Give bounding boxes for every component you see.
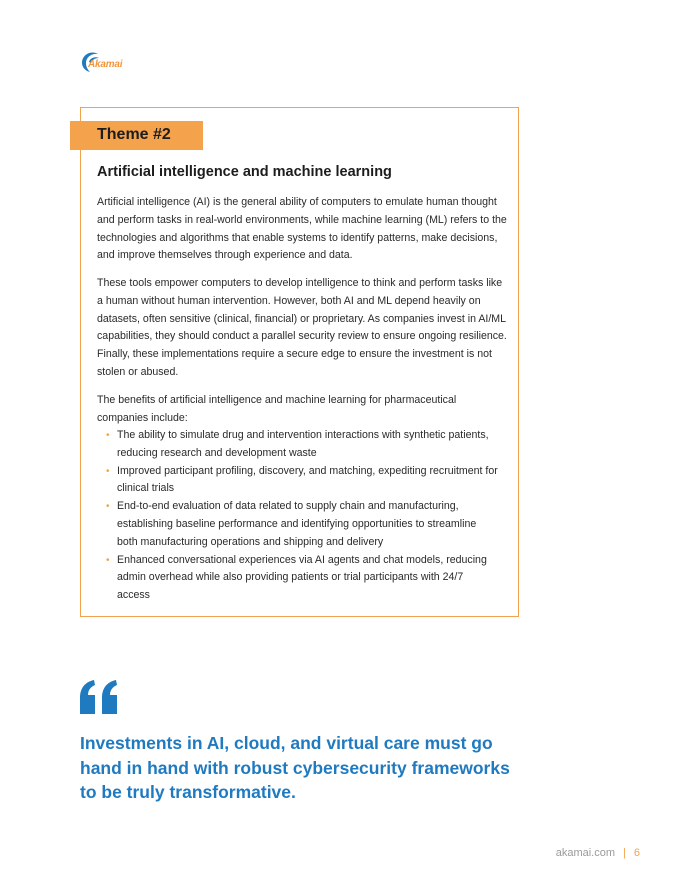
open-quote-icon [78,680,120,714]
logo-wordmark: Akamai [88,59,123,70]
list-item-text: Improved participant profiling, discovery, and matching, expediting recruitment for clinical trials [117,464,498,495]
list-item-text: Enhanced conversational experiences via AI agents and chat models, reducing admin overhead while also providing patients or trial participants with 24/7 access [117,553,487,602]
list-item [106,552,498,605]
theme-tab-label: Theme #2 [97,126,171,143]
list-item [106,498,498,551]
akamai-logo [78,50,138,74]
footer-site-link[interactable]: akamai.com [555,847,616,859]
paragraph-benefits-intro: The benefits of artificial intelligence and machine learning for pharmaceutical companies include: [97,394,457,424]
list-item-text: End-to-end evaluation of data related to supply chain and manufacturing, establishing baseline performance and identifying opportunities to streamline both manufacturing operations and shipping and delivery [117,500,477,548]
pull-quote: Investments in AI, cloud, and virtual care must go hand in hand with robust cybersecurity frameworks to be truly transformative. [80,733,510,802]
footer-separator: | [623,847,626,859]
section-heading: Artificial intelligence and machine learning [97,164,392,180]
benefits-list [106,427,498,605]
list-item-text: The ability to simulate drug and intervention interactions with synthetic patients, reducing research and development waste [117,429,489,459]
paragraph-ai-security: These tools empower computers to develop intelligence to think and perform tasks like a human without human intervention. However, both AI and ML depend heavily on datasets, often sensitive (clinical, financial) or proprietary. As companies invest in AI/ML capabilities, they should conduct a parallel security review to ensure ongoing resilience. Finally, these implementations require a secure edge to ensure the investment is not stolen or abused. [97,277,507,378]
bullet-icon: • [106,430,110,441]
paragraph-ai-definition: Artificial intelligence (AI) is the general ability of computers to emulate human thought and perform tasks in real-world environments, while machine learning (ML) refers to the technologies and algorithms that enable systems to identify patterns, make decisions, and improve themselves through experience and data. [97,196,507,262]
bullet-icon: • [106,501,110,513]
list-item [106,463,498,499]
bullet-icon: • [106,554,110,566]
bullet-icon: • [106,465,110,477]
list-item [106,427,498,463]
page-footer [556,847,640,859]
page-number: 6 [633,847,640,859]
theme-tab [70,121,203,150]
